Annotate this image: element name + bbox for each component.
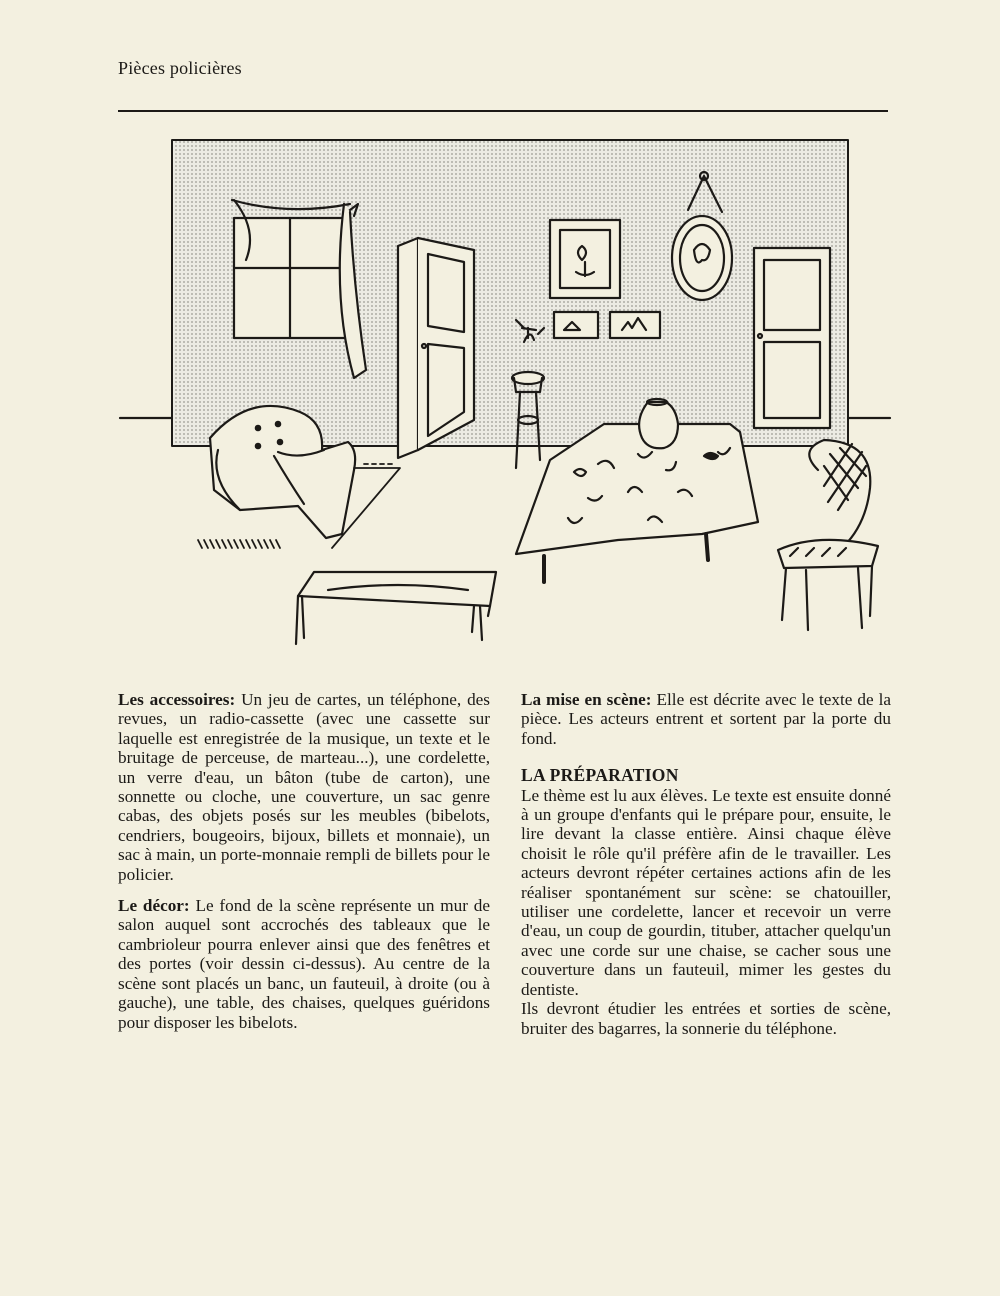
staging-lead: La mise en scène: [521,690,652,709]
staging-paragraph [521,690,891,748]
accessories-paragraph [118,690,490,884]
table [516,424,758,582]
small-picture-right [610,312,660,338]
left-column [118,690,490,1044]
decor-text: Le fond de la scène représente un mur de salon auquel sont accrochés des tableaux que le cambrioleur pourra enlever ainsi que des fenêtres et des portes (voir dessin ci-dessus). Au centre de la scène sont placés un banc, un fauteuil, à droite (ou à gauche), une table, des chaises, quelques guéridons pour disposer les bibelots. [118,896,490,1032]
decor-lead: Le décor: [118,896,190,916]
door-right [754,248,830,428]
stage-set-illustration [118,120,893,665]
small-picture-left [554,312,598,338]
preparation-heading: LA PRÉPARATION [521,765,679,786]
accessories-text: Un jeu de cartes, un téléphone, des revues, un radio-cassette (avec une cassette sur laquelle est enregistrée de la musique, un texte et le bruitage de perceuse, de marteau...), une cordelette, un verre d'eau, un bâton (tube de carton), une sonnette ou cloche, une couverture, un sac genre cabas, des objets posés sur les meubles (bibelots, cendriers, bougeoirs, bijoux, billets et monnaie), un sac à main, un porte-monnaie rempli de billets pour le policier. [118,690,490,884]
header-rule [118,110,888,112]
accessories-lead: Les accessoires: [118,690,236,709]
running-head: Pièces policières [118,58,242,78]
framed-picture-flower [550,220,620,298]
chair [778,440,878,630]
vase [639,399,678,448]
preparation-paragraph-2: Ils devront étudier les entrées et sorties de scène, bruiter des bagarres, la sonnerie du téléphone. [521,999,891,1038]
preparation-paragraph-1: Le thème est lu aux élèves. Le texte est ensuite donné à un groupe d'enfants qui le prépare pour, ensuite, le lire devant la classe entière. Ainsi chaque élève choisit le rôle qu'il préfère afin de le travailler. Les acteurs devront répéter certaines actions afin de les réaliser spontanément sur scène: se chatouiller, utiliser une cordelette, lancer et recevoir un verre d'eau, un coup de gourdin, tituber, attacher quelqu'un avec une corde sur une chaise, se cacher sous une couverture dans un fauteuil, mimer les gestes du dentiste. [521,785,891,999]
decor-paragraph [118,896,490,1032]
staging-text: Elle est décrite avec le texte de la pièce. Les acteurs entrent et sortent par la porte du fond. [521,690,892,748]
door-left [398,238,474,458]
bench [296,572,496,644]
right-column [521,690,891,1038]
